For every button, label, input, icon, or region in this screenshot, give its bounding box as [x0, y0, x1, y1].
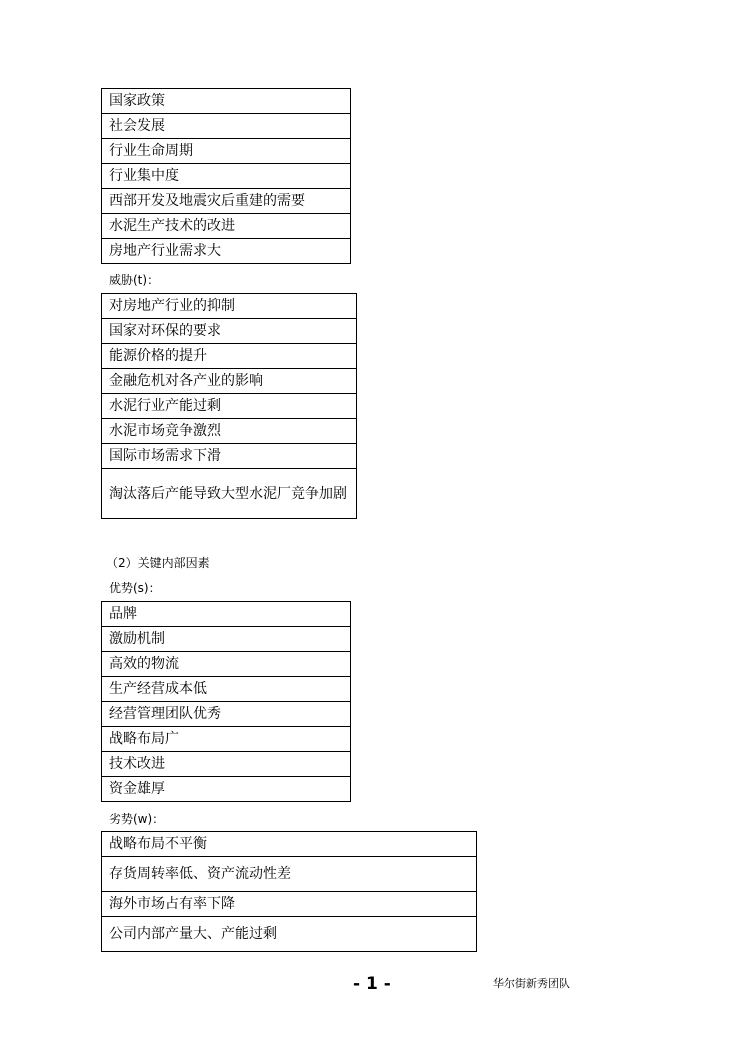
strength-cell: 激励机制 — [102, 627, 351, 652]
opportunity-cell: 房地产行业需求大 — [102, 239, 351, 264]
weakness-cell: 海外市场占有率下降 — [102, 892, 477, 917]
threat-cell: 金融危机对各产业的影响 — [102, 369, 357, 394]
strength-cell: 品牌 — [102, 602, 351, 627]
weakness-cell: 公司内部产量大、产能过剩 — [102, 917, 477, 952]
threat-cell: 国际市场需求下滑 — [102, 444, 357, 469]
weakness-cell: 战略布局不平衡 — [102, 832, 477, 857]
strength-cell: 高效的物流 — [102, 652, 351, 677]
opportunity-cell: 行业集中度 — [102, 164, 351, 189]
threat-cell: 淘汰落后产能导致大型水泥厂竞争加剧 — [102, 469, 357, 519]
footer-text: 华尔街新秀团队 — [493, 977, 570, 990]
strengths-label: 优势(s)： — [109, 581, 161, 595]
page-number: - 1 - — [353, 974, 391, 994]
threats-label: 威胁(t)： — [109, 273, 160, 287]
threat-cell: 水泥市场竞争激烈 — [102, 419, 357, 444]
opportunity-cell: 行业生命周期 — [102, 139, 351, 164]
threat-cell: 水泥行业产能过剩 — [102, 394, 357, 419]
strength-cell: 战略布局广 — [102, 727, 351, 752]
opportunity-cell: 水泥生产技术的改进 — [102, 214, 351, 239]
strengths-table — [101, 601, 351, 802]
weakness-cell: 存货周转率低、资产流动性差 — [102, 857, 477, 892]
threat-cell: 对房地产行业的抑制 — [102, 294, 357, 319]
opportunity-cell: 西部开发及地震灾后重建的需要 — [102, 189, 351, 214]
weaknesses-table — [101, 831, 477, 952]
strength-cell: 生产经营成本低 — [102, 677, 351, 702]
strength-cell: 经营管理团队优秀 — [102, 702, 351, 727]
opportunity-cell: 社会发展 — [102, 114, 351, 139]
internal-factors-heading: （2）关键内部因素 — [106, 556, 210, 570]
opportunities-table — [101, 88, 351, 264]
threats-table — [101, 293, 357, 519]
threat-cell: 能源价格的提升 — [102, 344, 357, 369]
weaknesses-label: 劣势(w)： — [109, 812, 165, 826]
strength-cell: 资金雄厚 — [102, 777, 351, 802]
opportunity-cell: 国家政策 — [102, 89, 351, 114]
threat-cell: 国家对环保的要求 — [102, 319, 357, 344]
strength-cell: 技术改进 — [102, 752, 351, 777]
